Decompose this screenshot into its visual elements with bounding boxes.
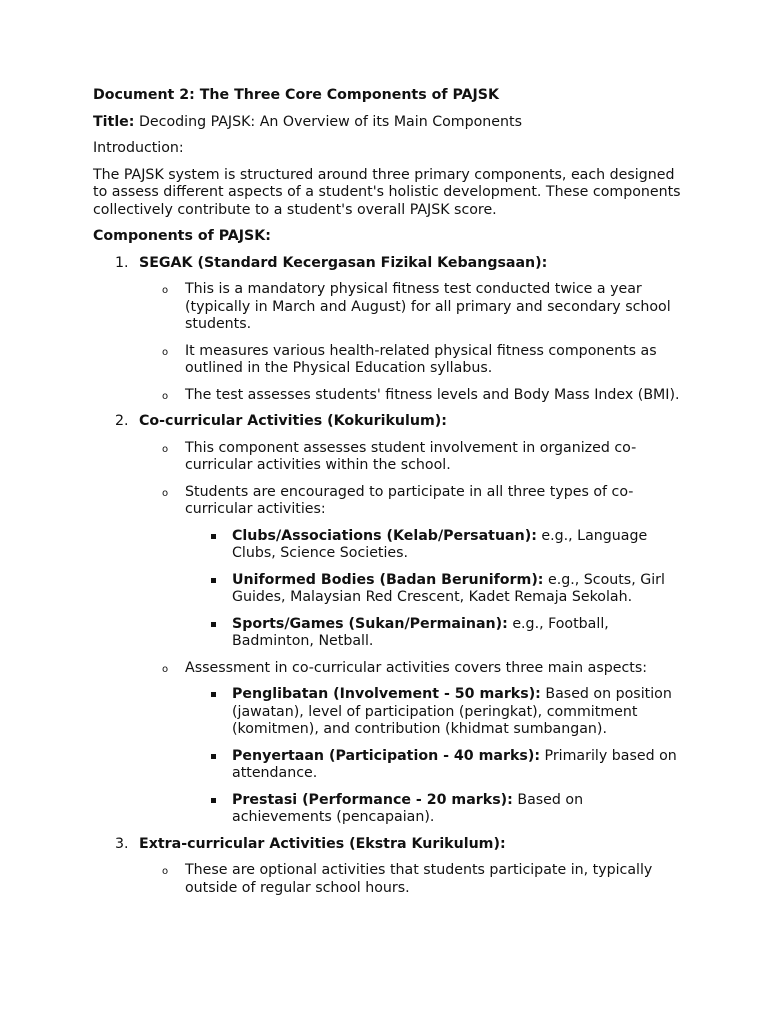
list-item	[93, 387, 768, 405]
introduction-label: Introduction:	[93, 140, 184, 156]
introduction-paragraph: The PAJSK system is structured around three primary components, each designed to assess different aspects of a student's holistic development. These components collectively contribute to a student's overall PAJSK score.	[93, 166, 681, 218]
component-number: 3.	[115, 835, 129, 852]
component-number: 2.	[115, 413, 129, 429]
components-heading: Components of PAJSK:	[93, 228, 271, 244]
circle-bullet-icon: o	[162, 346, 169, 358]
component-points	[93, 862, 768, 897]
list-item	[93, 792, 678, 827]
component-points	[93, 440, 768, 827]
list-item	[93, 440, 768, 475]
list-item	[93, 748, 678, 783]
item-label: Penglibatan (Involvement - 50 marks):	[232, 686, 541, 702]
component-item-segak	[93, 255, 768, 405]
square-bullet-icon	[211, 754, 216, 759]
point-text: The test assesses students' fitness levels and Body Mass Index (BMI).	[185, 386, 680, 403]
component-number: 1.	[115, 254, 129, 271]
item-label: Prestasi (Performance - 20 marks):	[232, 791, 513, 808]
point-text: This component assesses student involvement in organized co-curricular activities within the school.	[185, 439, 637, 473]
item-text: e.g., Football, Badminton, Netball.	[232, 615, 609, 649]
list-item	[93, 616, 678, 651]
component-points	[93, 281, 768, 404]
list-item	[93, 572, 678, 607]
title-label: Title:	[93, 113, 135, 130]
circle-bullet-icon: o	[162, 390, 169, 402]
item-label: Clubs/Associations (Kelab/Persatuan):	[232, 527, 537, 544]
point-text: Students are encouraged to participate in all three types of co-curricular activities:	[185, 483, 634, 517]
list-item	[93, 862, 768, 897]
component-title: Extra-curricular Activities (Ekstra Kurikulum):	[139, 835, 506, 852]
component-title: Co-curricular Activities (Kokurikulum):	[139, 413, 447, 429]
component-item-kokurikulum	[93, 413, 768, 827]
assessment-aspects-list	[93, 686, 768, 827]
components-list	[93, 255, 768, 898]
square-bullet-icon	[211, 622, 216, 627]
circle-bullet-icon: o	[162, 663, 169, 675]
point-text: It measures various health-related physical fitness components as outlined in the Physical Education syllabus.	[185, 342, 657, 376]
item-text: e.g., Language Clubs, Science Societies.	[232, 527, 648, 561]
circle-bullet-icon: o	[162, 443, 169, 455]
point-text: Assessment in co-curricular activities covers three main aspects:	[185, 659, 648, 676]
list-item	[93, 660, 768, 827]
circle-bullet-icon: o	[162, 866, 169, 877]
component-title: SEGAK (Standard Kecergasan Fizikal Kebangsaan):	[139, 254, 548, 271]
point-text: These are optional activities that students participate in, typically outside of regular school hours.	[185, 862, 653, 896]
list-item	[93, 528, 678, 563]
activity-types-list	[93, 528, 768, 651]
item-label: Penyertaan (Participation - 40 marks):	[232, 747, 541, 764]
item-label: Sports/Games (Sukan/Permainan):	[232, 615, 508, 632]
square-bullet-icon	[211, 534, 216, 539]
point-text: This is a mandatory physical fitness test conducted twice a year (typically in March and August) for all primary and secondary school students.	[185, 281, 671, 332]
title-line	[93, 114, 683, 132]
list-item	[93, 484, 768, 651]
list-item	[93, 343, 768, 378]
square-bullet-icon	[211, 798, 216, 803]
item-text: e.g., Scouts, Girl Guides, Malaysian Red Crescent, Kadet Remaja Sekolah.	[232, 571, 665, 605]
item-text: Based on achievements (pencapaian).	[232, 791, 584, 825]
list-item	[93, 281, 768, 334]
item-label: Uniformed Bodies (Badan Beruniform):	[232, 571, 544, 588]
component-item-ekstra-kurikulum	[93, 836, 768, 898]
item-text: Based on position (jawatan), level of participation (peringkat), commitment (komitmen), and contribution (khidmat sumbangan).	[232, 686, 672, 737]
list-item	[93, 686, 678, 739]
circle-bullet-icon: o	[162, 487, 169, 499]
square-bullet-icon	[211, 692, 216, 697]
item-text: Primarily based on attendance.	[232, 747, 677, 781]
square-bullet-icon	[211, 578, 216, 583]
circle-bullet-icon: o	[162, 285, 169, 296]
title-text: Decoding PAJSK: An Overview of its Main Components	[134, 113, 522, 130]
document-heading: Document 2: The Three Core Components of PAJSK	[93, 87, 500, 103]
